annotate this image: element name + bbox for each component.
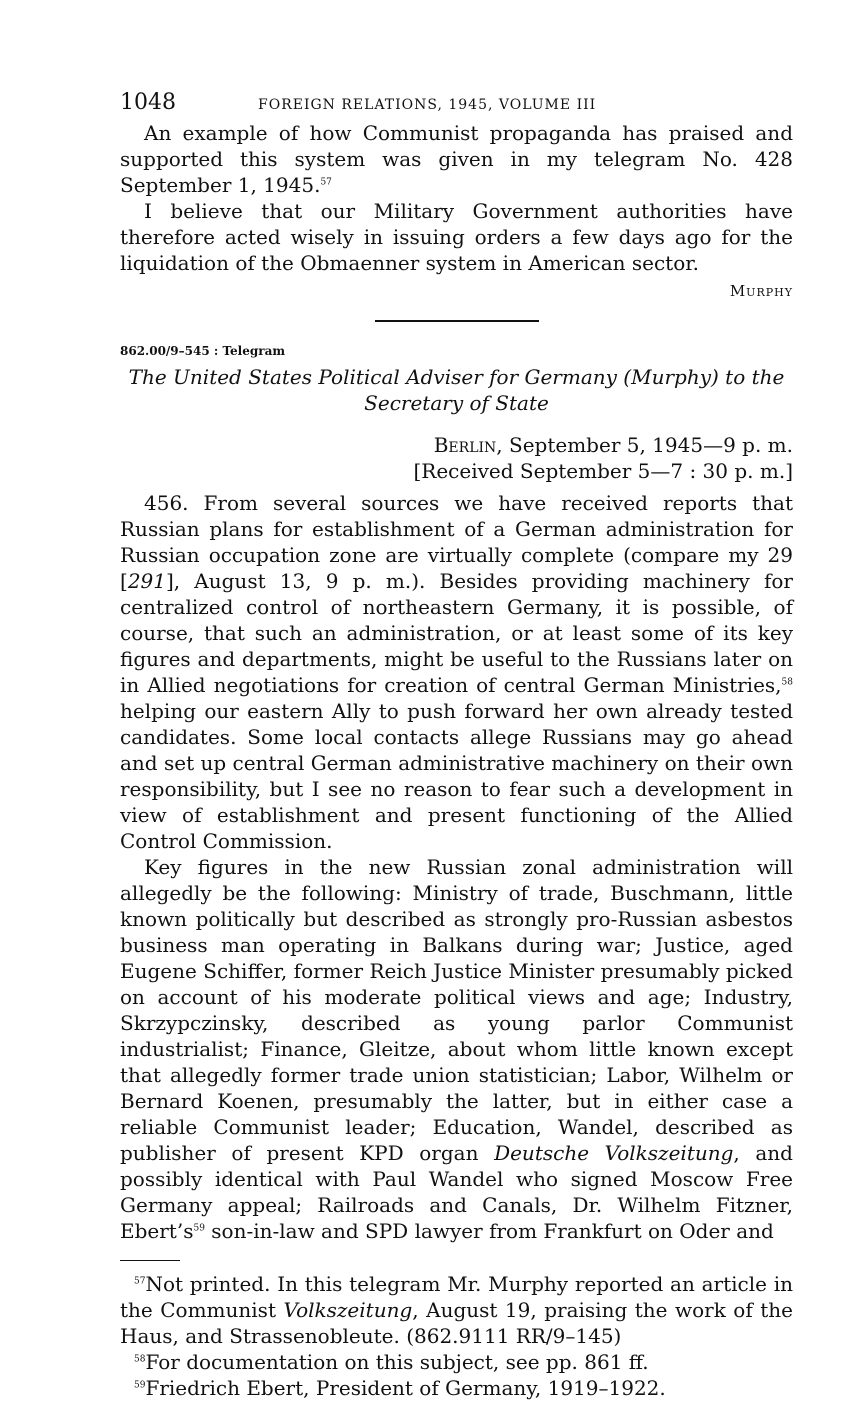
signature: Murphy [729,282,793,300]
telegram-ref: 291 [127,569,166,593]
footnote-59: $^{59}$Friedrich Ebert, President of Germany, 1919–1922. [134,1376,666,1400]
newspaper-name: Deutsche Volkszeitung [494,1141,734,1165]
file-reference: 862.00/9–545 : Telegram [120,344,286,358]
footnote-ref-59: 59 [193,1223,205,1234]
body-paragraph-1: 456. From several sources we have received reports that Russian plans for establishment of a German administration for Russian occupation zone are virtually complete (compare my 29 [291], August 13, 9 p. m.). Besides providing machinery for centralized control of northeastern Germany, it is possible, of course, that such an administration, or at least some of its key figures and departments, might be useful to the Russians later on in Allied negotiations for creation of central German Ministries,$^{58}$ helping our eastern Ally to push forward her own already tested candidates. Some local contacts allege Russians may go ahead and set up central German administrative machinery on their own responsibility, but I see no reason to fear such a development in view of establishment and present functioning of the Allied Control Commission. [120,491,793,853]
prior-paragraph-1: An example of how Communist propaganda has praised and supported this system was given in my telegram No. 428 September 1, 1945.57 [120,121,793,197]
footnote-58: $^{58}$For documentation on this subject, see pp. 861 ff. [134,1350,649,1374]
dateline: Berlin, September 5, 1945—9 p. m. [Received September 5—7 : 30 p. m.] [120,432,793,484]
section-divider [375,320,539,322]
document-title: The United States Political Adviser for Germany (Murphy) to the Secretary of State [128,365,785,415]
page-number: 1048 [120,90,176,115]
body-paragraph-2: Key figures in the new Russian zonal administration will allegedly be the following: Ministry of trade, Buschmann, little known politically but described as strongly pro-Russian asbestos business man operating in Balkans during war; Justice, aged Eugene Schiffer, former Reich Justice Minister presumably picked on account of his moderate political views and age; Industry, Skrzypczinsky, described as young parlor Communist industrialist; Finance, Gleitze, about whom little known except that allegedly former trade union statistician; Labor, Wilhelm or Bernard Koenen, presumably the latter, but in either case a reliable Communist leader; Education, Wandel, described as publisher of present KPD organ Deutsche Volkszeitung, and possibly identical with Paul Wandel who signed Moscow Free Germany appeal; Railroads and Canals, Dr. Wilhelm Fitzner, $Ebert’s^{59}$ son-in-law and SPD lawyer from Frankfurt on Oder and [120,855,793,1243]
footnote-ref-58: 58 [781,677,793,688]
page-header [120,90,793,120]
footnote-ref-57: 57 [320,177,332,188]
footnotes [120,1271,793,1401]
dateline-place: Berlin [433,433,497,457]
received-line: [Received September 5—7 : 30 p. m.] [413,459,793,483]
running-head: FOREIGN RELATIONS, 1945, VOLUME III [258,97,597,113]
footnote-rule [120,1260,180,1261]
document-page [120,90,793,1401]
footnote-57: $^{57}$Not printed. In this telegram Mr. Murphy reported an article in the Communist Volkszeitung, August 19, praising the work of the Haus, and Strassenobleute. (862.9111 RR/9–145) [120,1272,793,1348]
prior-paragraph-2: I believe that our Military Government authorities have therefore acted wisely in issuing orders a few days ago for the liquidation of the Obmaenner system in American sector. [120,199,793,275]
